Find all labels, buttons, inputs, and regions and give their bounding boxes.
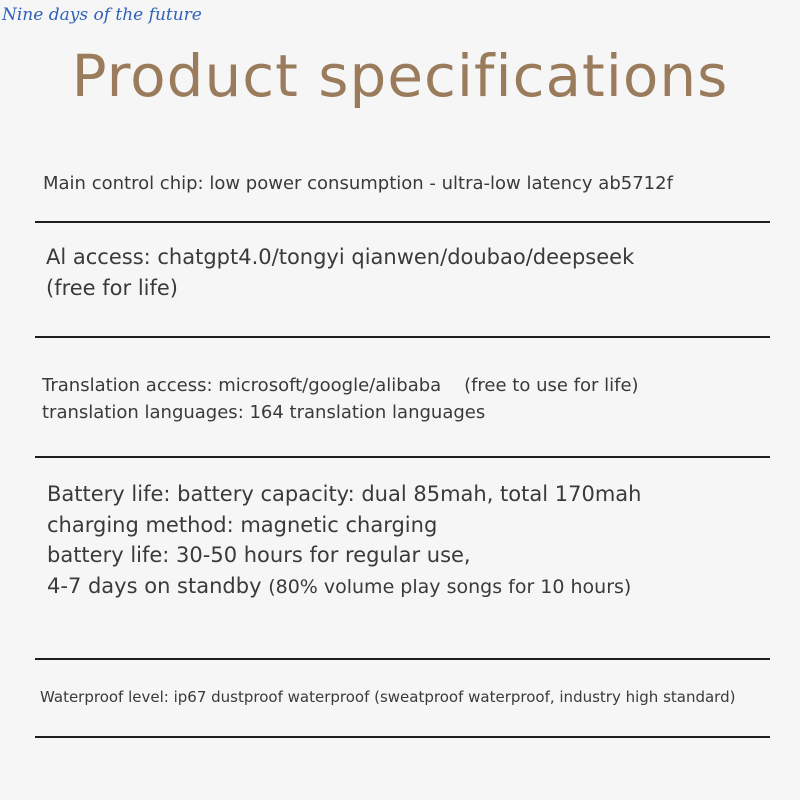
spec-main-chip: Main control chip: low power consumption - ultra-low latency ab5712f <box>43 173 673 194</box>
spec-translation-languages: translation languages: 164 translation languages <box>42 402 486 423</box>
spec-battery-capacity: Battery life: battery capacity: dual 85mah, total 170mah <box>47 482 642 506</box>
divider-5 <box>35 736 770 738</box>
spec-standby-note: (80% volume play songs for 10 hours) <box>268 576 632 598</box>
divider-1 <box>35 221 770 223</box>
spec-waterproof: Waterproof level: ip67 dustproof waterproof (sweatproof waterproof, industry high standard) <box>40 688 736 706</box>
divider-2 <box>35 336 770 338</box>
spec-standby <box>47 574 631 598</box>
spec-battery-life: battery life: 30-50 hours for regular use, <box>47 543 471 567</box>
spec-translation-access: Translation access: microsoft/google/alibaba (free to use for life) <box>42 375 639 396</box>
spec-ai-access-note: (free for life) <box>46 276 178 300</box>
divider-3 <box>35 456 770 458</box>
spec-charging-method: charging method: magnetic charging <box>47 513 438 537</box>
page-title: Product specifications <box>71 42 729 110</box>
divider-4 <box>35 658 770 660</box>
watermark-text: Nine days of the future <box>2 5 202 25</box>
spec-standby-text: 4-7 days on standby <box>47 574 262 598</box>
spec-ai-access: Al access: chatgpt4.0/tongyi qianwen/doubao/deepseek <box>46 245 635 269</box>
